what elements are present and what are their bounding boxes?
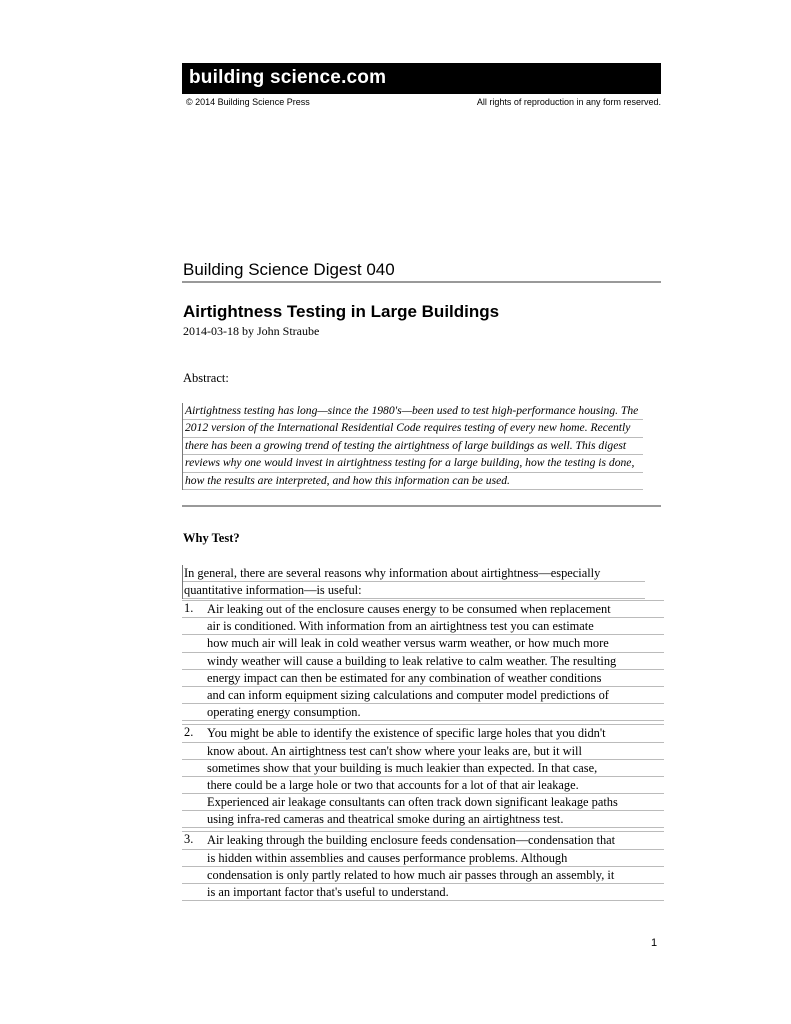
abstract-text bbox=[182, 403, 643, 490]
digest-divider bbox=[182, 281, 661, 283]
abstract-label: Abstract: bbox=[183, 371, 229, 385]
list-item-line: is an important factor that's useful to understand. bbox=[182, 884, 664, 901]
abstract-line: Airtightness testing has long—since the 1980's—been used to test high-performance housing. The bbox=[183, 403, 643, 420]
list-item bbox=[182, 600, 664, 721]
list-item-line: Air leaking out of the enclosure causes energy to be consumed when replacement bbox=[182, 600, 664, 618]
abstract-line: there has been a growing trend of testing the airtightness of large buildings as well. This digest bbox=[183, 438, 643, 455]
section-heading: Why Test? bbox=[183, 531, 240, 545]
list-item-line: windy weather will cause a building to leak relative to calm weather. The resulting bbox=[182, 653, 664, 670]
list-item-line: there could be a large hole or two that accounts for a lot of that air leakage. bbox=[182, 777, 664, 794]
list-item bbox=[182, 724, 664, 828]
rights-notice: All rights of reproduction in any form reserved. bbox=[476, 97, 661, 107]
list-item bbox=[182, 831, 664, 901]
list-item-line: Experienced air leakage consultants can often track down significant leakage paths bbox=[182, 794, 664, 811]
copyright-notice: © 2014 Building Science Press bbox=[186, 97, 310, 107]
intro-line: quantitative information—is useful: bbox=[183, 582, 645, 599]
list-item-number: 1. bbox=[184, 601, 194, 615]
abstract-line: 2012 version of the International Residential Code requires testing of every new home. Recently bbox=[183, 420, 643, 437]
list-item-line: air is conditioned. With information from an airtightness test you can estimate bbox=[182, 618, 664, 635]
list-item-line: energy impact can then be estimated for any combination of weather conditions bbox=[182, 670, 664, 687]
article-title: Airtightness Testing in Large Buildings bbox=[183, 302, 500, 321]
page-number: 1 bbox=[651, 937, 658, 949]
header-banner bbox=[182, 63, 661, 94]
abstract-line: reviews why one would invest in airtightness testing for a large building, how the testing is done, bbox=[183, 455, 643, 472]
list-item-line: You might be able to identify the existence of specific large holes that you didn't bbox=[182, 724, 664, 742]
list-item-number: 2. bbox=[184, 725, 194, 740]
list-item-line: how much air will leak in cold weather versus warm weather, or how much more bbox=[182, 635, 664, 652]
list-item-line: using infra-red cameras and theatrical smoke during an airtightness test. bbox=[182, 811, 664, 828]
list-item-line: operating energy consumption. bbox=[182, 704, 664, 721]
list-item-line: is hidden within assemblies and causes performance problems. Although bbox=[182, 850, 664, 867]
section-intro bbox=[182, 565, 645, 599]
list-item-line: condensation is only partly related to how much air passes through an assembly, it bbox=[182, 867, 664, 884]
article-byline: 2014-03-18 by John Straube bbox=[183, 324, 320, 338]
list-item-line: Air leaking through the building enclosure feeds condensation—condensation that bbox=[182, 831, 664, 849]
intro-line: In general, there are several reasons why information about airtightness—especially bbox=[183, 565, 645, 582]
abstract-divider bbox=[182, 505, 661, 507]
list-item-number: 3. bbox=[184, 832, 194, 847]
digest-heading: Building Science Digest 040 bbox=[183, 260, 395, 279]
list-item-line: and can inform equipment sizing calculations and computer model predictions of bbox=[182, 687, 664, 704]
reasons-list bbox=[182, 600, 664, 904]
abstract-line: how the results are interpreted, and how this information can be used. bbox=[183, 473, 643, 490]
site-title: building science.com bbox=[189, 67, 387, 88]
list-item-line: know about. An airtightness test can't show where your leaks are, but it will bbox=[182, 743, 664, 760]
list-item-line: sometimes show that your building is much leakier than expected. In that case, bbox=[182, 760, 664, 777]
